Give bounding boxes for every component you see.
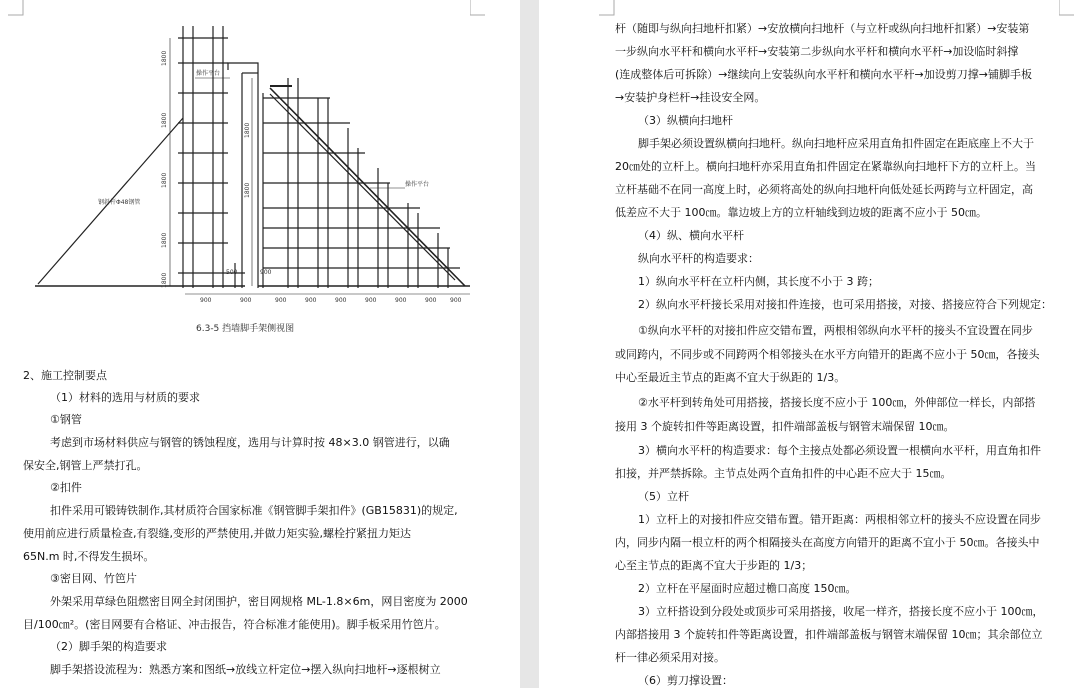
item-heading: ①钢管 xyxy=(50,413,82,426)
paragraph-line: →安装护身栏杆→挂设安全网。 xyxy=(615,91,766,104)
dim-vertical: 1800 xyxy=(161,172,168,188)
paragraph-line: 脚手架搭设流程为：熟悉方案和图纸→放线立杆定位→摆入纵向扫地杆→逐根树立 xyxy=(50,663,441,676)
paragraph-line: 脚手架必须设置纵横向扫地杆。纵向扫地杆应采用直角扣件固定在距底座上不大于 xyxy=(638,137,1034,150)
figure-label: 操作平台 xyxy=(196,70,221,77)
paragraph-line: 杆（随即与纵向扫地杆扣紧）→安放横向扫地杆（与立杆或纵向扫地杆扣紧）→安装第 xyxy=(615,22,1030,35)
paragraph-line: 3）横向水平杆的构造要求：每个主接点处都必须设置一根横向水平杆，用直角扣件 xyxy=(638,444,1041,457)
dim-small: 500 xyxy=(226,269,238,276)
paragraph-line: 一步纵向水平杆和横向水平杆→安装第二步纵向水平杆和横向水平杆→加设临时斜撑 xyxy=(615,45,1019,58)
dim-vertical: 1800 xyxy=(244,122,251,138)
list-item: 2）立杆在平屋面时应超过檐口高度 150㎝。 xyxy=(638,582,857,595)
figure-label: 钢斜杆Φ48钢管 xyxy=(98,199,141,206)
dim-bottom: 900 xyxy=(425,297,437,303)
item-heading: ②扣件 xyxy=(50,481,82,494)
corner-mark-top-right xyxy=(470,0,486,16)
subsection-heading: （6）剪刀撑设置： xyxy=(638,674,733,687)
paragraph-line: 接用 3 个旋转扣件等距离设置，扣件端部盖板与钢管末端保留 10㎝。 xyxy=(615,420,955,433)
paragraph-line: 低差应不大于 100㎝。靠边坡上方的立杆轴线到边坡的距离不应小于 50㎝。 xyxy=(615,206,987,219)
subsection-heading: （1）材料的选用与材质的要求 xyxy=(50,391,200,404)
dim-bottom: 900 xyxy=(395,297,407,303)
paragraph-line: 65N.m 时,不得发生损坏。 xyxy=(23,550,155,563)
paragraph-line: 纵向水平杆的构造要求： xyxy=(638,252,759,265)
dim-bottom: 900 xyxy=(450,297,462,303)
scaffold-side-view-figure xyxy=(30,18,475,303)
dim-vertical: 1800 xyxy=(161,50,168,66)
dim-bottom: 900 xyxy=(365,297,377,303)
paragraph-line: 扣件采用可锻铸铁制作,其材质符合国家标准《钢管脚手架扣件》(GB15831)的规定, xyxy=(50,504,458,517)
paragraph-line: 心至主节点的距离不宜大于步距的 1/3； xyxy=(615,559,813,572)
paragraph-line: 使用前应进行质量检查,有裂缝,变形的严禁使用,并做力矩实验,螺栓拧紧扭力矩达 xyxy=(23,527,411,540)
paragraph-line: 1）立杆上的对接扣件应交错布置。错开距离：两根相邻立杆的接头不应设置在同步 xyxy=(638,513,1041,526)
section-heading: 2、施工控制要点 xyxy=(23,369,107,382)
paragraph-line: 内，同步内隔一根立杆的两个相隔接头在高度方向错开的距离不宜小于 50㎝。各接头中 xyxy=(615,536,1040,549)
corner-mark-top-left xyxy=(599,0,615,16)
dim-bottom: 900 xyxy=(240,297,252,303)
document-page-right xyxy=(539,0,1080,688)
paragraph-line: 考虑到市场材料供应与钢管的锈蚀程度，选用与计算时按 48×3.0 钢管进行，以确 xyxy=(50,436,450,449)
list-item: 1）纵向水平杆在立杆内侧，其长度不小于 3 跨； xyxy=(638,275,879,288)
paragraph-line: 保安全,钢管上严禁打孔。 xyxy=(23,459,148,472)
paragraph-line: 扣接，并严禁拆除。主节点处两个直角扣件的中心距不应大于 15㎝。 xyxy=(615,467,952,480)
paragraph-line: 中心至最近主节点的距离不宜大于纵距的 1/3。 xyxy=(615,371,846,384)
document-page-left xyxy=(0,0,520,688)
subsection-heading: （5）立杆 xyxy=(638,490,689,503)
dim-bottom: 900 xyxy=(335,297,347,303)
subsection-heading: （4）纵、横向水平杆 xyxy=(638,229,744,242)
list-item: 2）纵向水平杆接长采用对接扣件连接，也可采用搭接，对接、搭接应符合下列规定： xyxy=(638,298,1052,311)
dim-vertical: 1800 xyxy=(244,182,251,198)
dim-vertical: 1800 xyxy=(161,272,168,288)
paragraph-line: 20㎝处的立杆上。横向扫地杆亦采用直角扣件固定在紧靠纵向扫地杆下方的立杆上。当 xyxy=(615,160,1036,173)
paragraph-line: ②水平杆到转角处可用搭接，搭接长度不应小于 100㎝，外伸部位一样长，内部搭 xyxy=(638,396,1036,409)
dim-small: 900 xyxy=(260,269,272,276)
paragraph-line: 外架采用草绿色阻燃密目网全封闭围护，密目网规格 ML-1.8×6m，网目密度为 2000 xyxy=(50,595,468,608)
dim-bottom: 900 xyxy=(200,297,212,303)
paragraph-line: 目/100㎝²。(密目网要有合格证、冲击报告，符合标准才能使用)。脚手板采用竹笆片。 xyxy=(23,618,446,631)
figure-caption: 6.3-5 挡墙脚手架侧视图 xyxy=(196,324,295,334)
item-heading: ③密目网、竹笆片 xyxy=(50,572,137,585)
dim-vertical: 1800 xyxy=(161,232,168,248)
dim-vertical: 1800 xyxy=(161,112,168,128)
dim-bottom: 900 xyxy=(305,297,317,303)
paragraph-line: 立杆基础不在同一高度上时，必须将高处的纵向扫地杆向低处延长两跨与立杆固定，高 xyxy=(615,183,1033,196)
subsection-heading: （3）纵横向扫地杆 xyxy=(638,114,733,127)
paragraph-line: 3）立杆搭设到分段处或顶步可采用搭接，收尾一样齐，搭接长度不应小于 100㎝， xyxy=(638,605,1044,618)
dim-bottom: 900 xyxy=(275,297,287,303)
paragraph-line: 或同跨内，不同步或不同跨两个相邻接头在水平方向错开的距离不应小于 50㎝，各接头 xyxy=(615,348,1040,361)
figure-label: 操作平台 xyxy=(405,181,430,188)
subsection-heading: （2）脚手架的构造要求 xyxy=(50,640,167,653)
corner-mark-top-right xyxy=(1059,0,1075,16)
paragraph-line: 内部搭接用 3 个旋转扣件等距离设置，扣件端部盖板与钢管末端保留 10㎝；其余部位立 xyxy=(615,628,1043,641)
corner-mark-top-left xyxy=(8,0,24,16)
paragraph-line: (连成整体后可拆除）→继续向上安装纵向水平杆和横向水平杆→加设剪刀撑→铺脚手板 xyxy=(615,68,1032,81)
paragraph-line: ①纵向水平杆的对接扣件应交错布置，两根相邻纵向水平杆的接头不宜设置在同步 xyxy=(638,324,1033,337)
paragraph-line: 杆一律必须采用对接。 xyxy=(615,651,725,664)
